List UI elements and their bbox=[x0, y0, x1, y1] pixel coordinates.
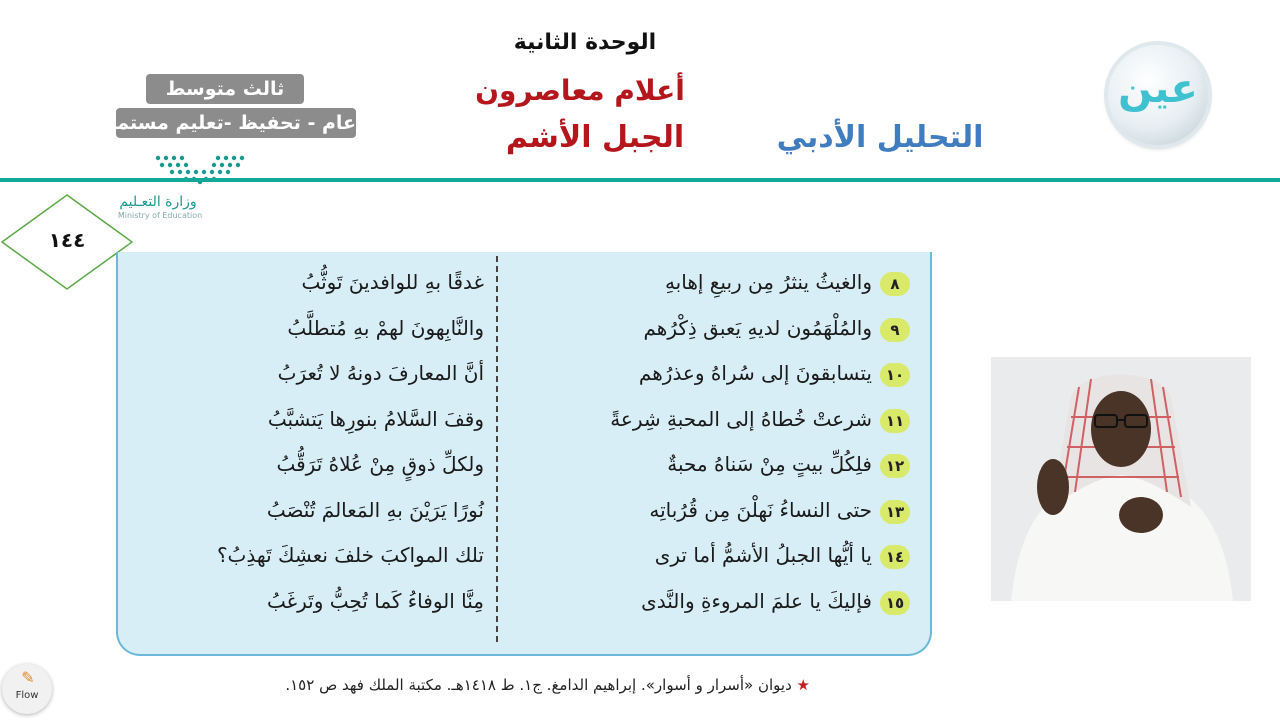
verse-first-hemistich: فلِكُلِّ بيتٍ مِنْ سَناهُ محبةٌ bbox=[667, 452, 872, 476]
track-badge: عام - تحفيظ -تعليم مستمر bbox=[116, 108, 356, 138]
ministry-name-en: Ministry of Education bbox=[117, 211, 203, 220]
verse-second-hemistich: ولكلِّ ذوقٍ مِنْ عُلاهُ تَرَقُّبُ bbox=[276, 452, 484, 476]
pencil-icon: ✎ bbox=[21, 668, 35, 687]
verse-first-hemistich: حتى النساءُ نَهلْنَ مِن قُرُباتِه bbox=[649, 497, 872, 522]
verse-first-hemistich: يا أيُّها الجبلُ الأشمُّ أما ترى bbox=[654, 543, 872, 567]
verse-second-hemistich: والنَّابِهونَ لهمْ بهِ مُتطلَّبُ bbox=[287, 315, 484, 340]
star-icon: ★ bbox=[796, 676, 810, 694]
verse-second-hemistich: غدقًا بهِ للوافدينَ تَوثُّبُ bbox=[301, 270, 484, 294]
source-footnote bbox=[110, 676, 810, 694]
unit-title: الوحدة الثانية bbox=[513, 30, 657, 55]
teacher-figure-icon bbox=[991, 357, 1251, 601]
section-title: التحليل الأدبي bbox=[776, 120, 984, 155]
verse-number: ١٠ bbox=[880, 363, 910, 387]
verse-second-hemistich: مِنَّا الوفاءُ كَما تُحِبُّ وتَرغَبُ bbox=[267, 588, 484, 613]
verse-second-hemistich: تلك المواكبَ خلفَ نعشِكَ تَهذِبُ؟ bbox=[216, 543, 484, 567]
verse-first-hemistich: والغيثُ ينثرُ مِن ربيعِ إهابهِ bbox=[664, 270, 872, 294]
lesson-title: أعلام معاصرون bbox=[475, 74, 685, 107]
poem-divider bbox=[496, 256, 498, 642]
flow-label: Flow bbox=[15, 690, 39, 701]
verse-number: ٩ bbox=[880, 318, 910, 342]
page-number: ١٤٤ bbox=[48, 228, 86, 252]
verse-first-hemistich: والمُلْهَمُون لديهِ يَعبق ذِكْرُهم bbox=[643, 315, 872, 340]
verse-number: ١٥ bbox=[880, 591, 910, 615]
header-divider bbox=[0, 178, 1280, 182]
verse-number: ١٤ bbox=[880, 545, 910, 569]
eye-logo-text: عين bbox=[1118, 66, 1198, 112]
teacher-video[interactable] bbox=[991, 357, 1251, 601]
verse-first-hemistich: يتسابقونَ إلى سُراهُ وعذرُهم bbox=[638, 361, 872, 385]
verse-first-hemistich: شرعتْ خُطاهُ إلى المحبةِ شِرعةً bbox=[610, 406, 872, 431]
ministry-name-ar: وزارة التعـليم bbox=[119, 194, 197, 210]
verse-number: ١١ bbox=[880, 409, 910, 433]
verse-second-hemistich: أنَّ المعارفَ دونهُ لا تُعرَبُ bbox=[277, 361, 484, 385]
grade-badge: ثالث متوسط bbox=[146, 74, 304, 104]
verse-number: ١٢ bbox=[880, 454, 910, 478]
verse-second-hemistich: نُورًا يَرَيْنَ بهِ المَعالمَ تُنْصَبُ bbox=[266, 497, 484, 522]
verse-first-hemistich: فإليكَ يا علمَ المروءةِ والنَّدى bbox=[641, 588, 872, 613]
verse-second-hemistich: وقفَ السَّلامُ بنورِها يَتشبَّبُ bbox=[267, 406, 484, 431]
verse-number: ٨ bbox=[880, 272, 910, 296]
verse-number: ١٣ bbox=[880, 500, 910, 524]
footnote-text: ديوان «أسرار و أسوار». إبراهيم الدامغ. ج١. ط ١٤١٨هـ. مكتبة الملك فهد ص ١٥٢. bbox=[285, 676, 792, 694]
topic-title: الجبل الأشم bbox=[505, 120, 685, 155]
